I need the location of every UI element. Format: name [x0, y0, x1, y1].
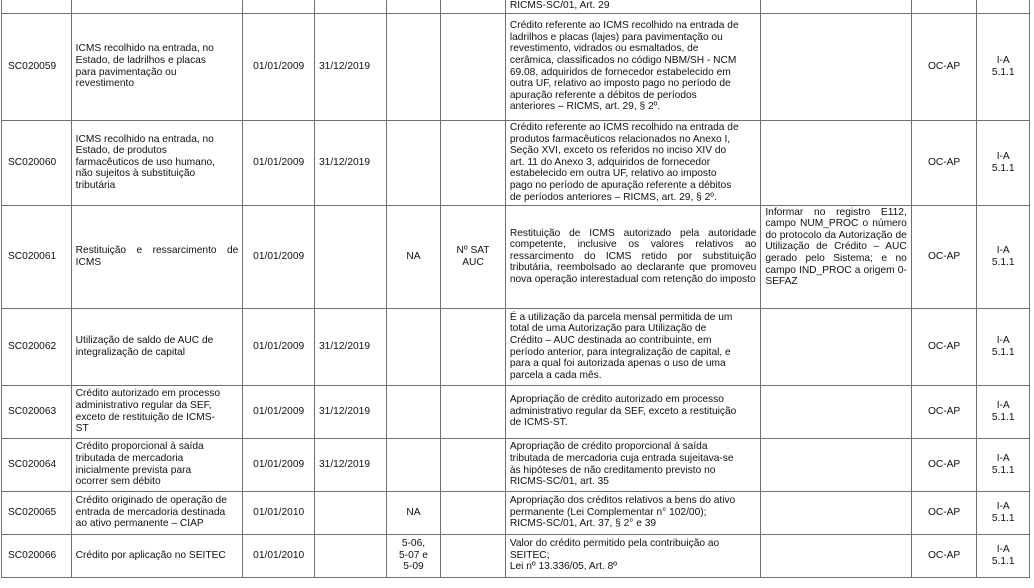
start-date-cell: 01/01/2009 [243, 120, 315, 205]
start-date-cell: 01/01/2010 [243, 491, 315, 534]
end-date-cell [315, 491, 387, 534]
table-row [2, 205, 1030, 308]
description-cell [71, 0, 243, 13]
start-date-cell: 01/01/2009 [243, 438, 315, 491]
end-date-cell [315, 534, 387, 577]
end-date-cell: 31/12/2019 [315, 120, 387, 205]
start-date-cell: 01/01/2010 [243, 534, 315, 577]
detail-cell: É a utilização da parcela mensal permitida de um total de uma Autorização para Utilização de Crédito – AUC destinada ao contribuinte, em período anterior, para integralização de capital, e para a qual foi autorizada apenas o uso de uma parcela a cada mês. [505, 308, 760, 385]
detail-cell: Apropriação dos créditos relativos a bens do ativo permanente (Lei Complementar n° 102/00); RICMS-SC/01, Art. 37, § 2° e 39 [505, 491, 760, 534]
register-cell: OC-AP [911, 534, 977, 577]
col5-cell [386, 308, 441, 385]
col6-cell [441, 385, 506, 438]
reference-cell: I-A 5.1.1 [977, 120, 1030, 205]
description-cell: Restituição e ressarcimento de ICMS [71, 205, 243, 308]
col6-cell [441, 13, 506, 120]
code-cell: SC020061 [2, 205, 72, 308]
detail-cell: Apropriação de crédito proporcional à saída tributada de mercadoria cuja entrada sujeitava-se às hipóteses de não creditamento previsto no RICMS-SC/01, art. 35 [505, 438, 760, 491]
table-row [2, 438, 1030, 491]
register-cell: OC-AP [911, 438, 977, 491]
reference-cell: I-A 5.1.1 [977, 491, 1030, 534]
detail-cell: Apropriação de crédito autorizado em processo administrativo regular da SEF, exceto a restituição de ICMS-ST. [505, 385, 760, 438]
code-cell: SC020060 [2, 120, 72, 205]
col6-cell [441, 0, 506, 13]
description-cell: Crédito proporcional à saída tributada de mercadoria inicialmente prevista para ocorrer sem débito [71, 438, 243, 491]
table-row [2, 308, 1030, 385]
obs-cell [761, 385, 911, 438]
code-cell [2, 0, 72, 13]
register-cell: OC-AP [911, 205, 977, 308]
code-cell: SC020064 [2, 438, 72, 491]
code-cell: SC020066 [2, 534, 72, 577]
detail-cell: Crédito referente ao ICMS recolhido na entrada de ladrilhos e placas (lajes) para pavimentação ou revestimento, vidrados ou esmaltados, de cerâmica, classificados no código NBM/SH - NCM 69.08, adquiridos de fornecedor estabelecido em outra UF, relativo ao imposto pago no período de apuração referente a débitos de períodos anteriores – RICMS, art. 29, § 2º. [505, 13, 760, 120]
table-row [2, 0, 1030, 13]
obs-cell: Informar no registro E112, campo NUM_PROC o número do protocolo da Autorização de Utilização de Crédito – AUC gerado pelo Sistema; e no campo IND_PROC a origem 0-SEFAZ [761, 205, 911, 308]
reference-cell: I-A 5.1.1 [977, 308, 1030, 385]
start-date-cell: 01/01/2009 [243, 308, 315, 385]
start-date-cell: 01/01/2009 [243, 385, 315, 438]
col5-cell: NA [386, 205, 441, 308]
start-date-cell: 01/01/2009 [243, 13, 315, 120]
col5-cell [386, 385, 441, 438]
register-cell: OC-AP [911, 385, 977, 438]
table-row [2, 534, 1030, 577]
code-cell: SC020059 [2, 13, 72, 120]
end-date-cell: 31/12/2019 [315, 438, 387, 491]
col6-cell [441, 534, 506, 577]
col5-cell: NA [386, 491, 441, 534]
obs-cell [761, 120, 911, 205]
description-cell: Utilização de saldo de AUC de integralização de capital [71, 308, 243, 385]
description-cell: Crédito por aplicação no SEITEC [71, 534, 243, 577]
table-row [2, 120, 1030, 205]
reference-cell: I-A 5.1.1 [977, 385, 1030, 438]
description-cell: ICMS recolhido na entrada, no Estado, de ladrilhos e placas para pavimentação ou revestimento [71, 13, 243, 120]
register-cell: OC-AP [911, 308, 977, 385]
obs-cell [761, 0, 911, 13]
col5-cell [386, 0, 441, 13]
reference-cell: I-A 5.1.1 [977, 205, 1030, 308]
col6-cell [441, 308, 506, 385]
tax-code-table [1, 0, 1030, 578]
description-cell: Crédito autorizado em processo administrativo regular da SEF, exceto de restituição de ICMS- ST [71, 385, 243, 438]
obs-cell [761, 13, 911, 120]
col6-cell [441, 491, 506, 534]
detail-cell: Restituição de ICMS autorizado pela autoridade competente, inclusive os valores relativos ao ressarcimento do ICMS retido por substituição tributária, reembolsado ao declarante que promoveu nova operação interestadual com retenção do imposto [505, 205, 760, 308]
description-cell: Crédito originado de operação de entrada de mercadoria destinada ao ativo permanente – CIAP [71, 491, 243, 534]
start-date-cell [243, 0, 315, 13]
end-date-cell: 31/12/2019 [315, 385, 387, 438]
end-date-cell [315, 0, 387, 13]
obs-cell [761, 308, 911, 385]
col6-cell [441, 120, 506, 205]
col5-cell [386, 13, 441, 120]
reference-cell [977, 0, 1030, 13]
table-row [2, 13, 1030, 120]
reference-cell: I-A 5.1.1 [977, 13, 1030, 120]
col5-cell [386, 438, 441, 491]
obs-cell [761, 534, 911, 577]
end-date-cell: 31/12/2019 [315, 308, 387, 385]
start-date-cell: 01/01/2009 [243, 205, 315, 308]
col5-cell [386, 120, 441, 205]
code-cell: SC020065 [2, 491, 72, 534]
detail-cell: RICMS-SC/01, Art. 29 [505, 0, 760, 13]
col5-cell: 5-06, 5-07 e 5-09 [386, 534, 441, 577]
reference-cell: I-A 5.1.1 [977, 438, 1030, 491]
col6-cell: Nº SAT AUC [441, 205, 506, 308]
end-date-cell: 31/12/2019 [315, 13, 387, 120]
table-row [2, 385, 1030, 438]
register-cell [911, 0, 977, 13]
register-cell: OC-AP [911, 120, 977, 205]
code-cell: SC020062 [2, 308, 72, 385]
end-date-cell [315, 205, 387, 308]
description-cell: ICMS recolhido na entrada, no Estado, de produtos farmacêuticos de uso humano, não sujeitos à substituição tributária [71, 120, 243, 205]
detail-cell: Crédito referente ao ICMS recolhido na entrada de produtos farmacêuticos relacionados no Anexo I, Seção XVI, exceto os referidos no inciso XIV do art. 11 do Anexo 3, adquiridos de fornecedor estabelecido em outra UF, relativo ao imposto pago no período de apuração referente a débitos de períodos anteriores – RICMS, art. 29, § 2º. [505, 120, 760, 205]
reference-cell: I-A 5.1.1 [977, 534, 1030, 577]
register-cell: OC-AP [911, 491, 977, 534]
obs-cell [761, 491, 911, 534]
register-cell: OC-AP [911, 13, 977, 120]
obs-cell [761, 438, 911, 491]
code-cell: SC020063 [2, 385, 72, 438]
col6-cell [441, 438, 506, 491]
table-row [2, 491, 1030, 534]
detail-cell: Valor do crédito permitido pela contribuição ao SEITEC; Lei nº 13.336/05, Art. 8º [505, 534, 760, 577]
